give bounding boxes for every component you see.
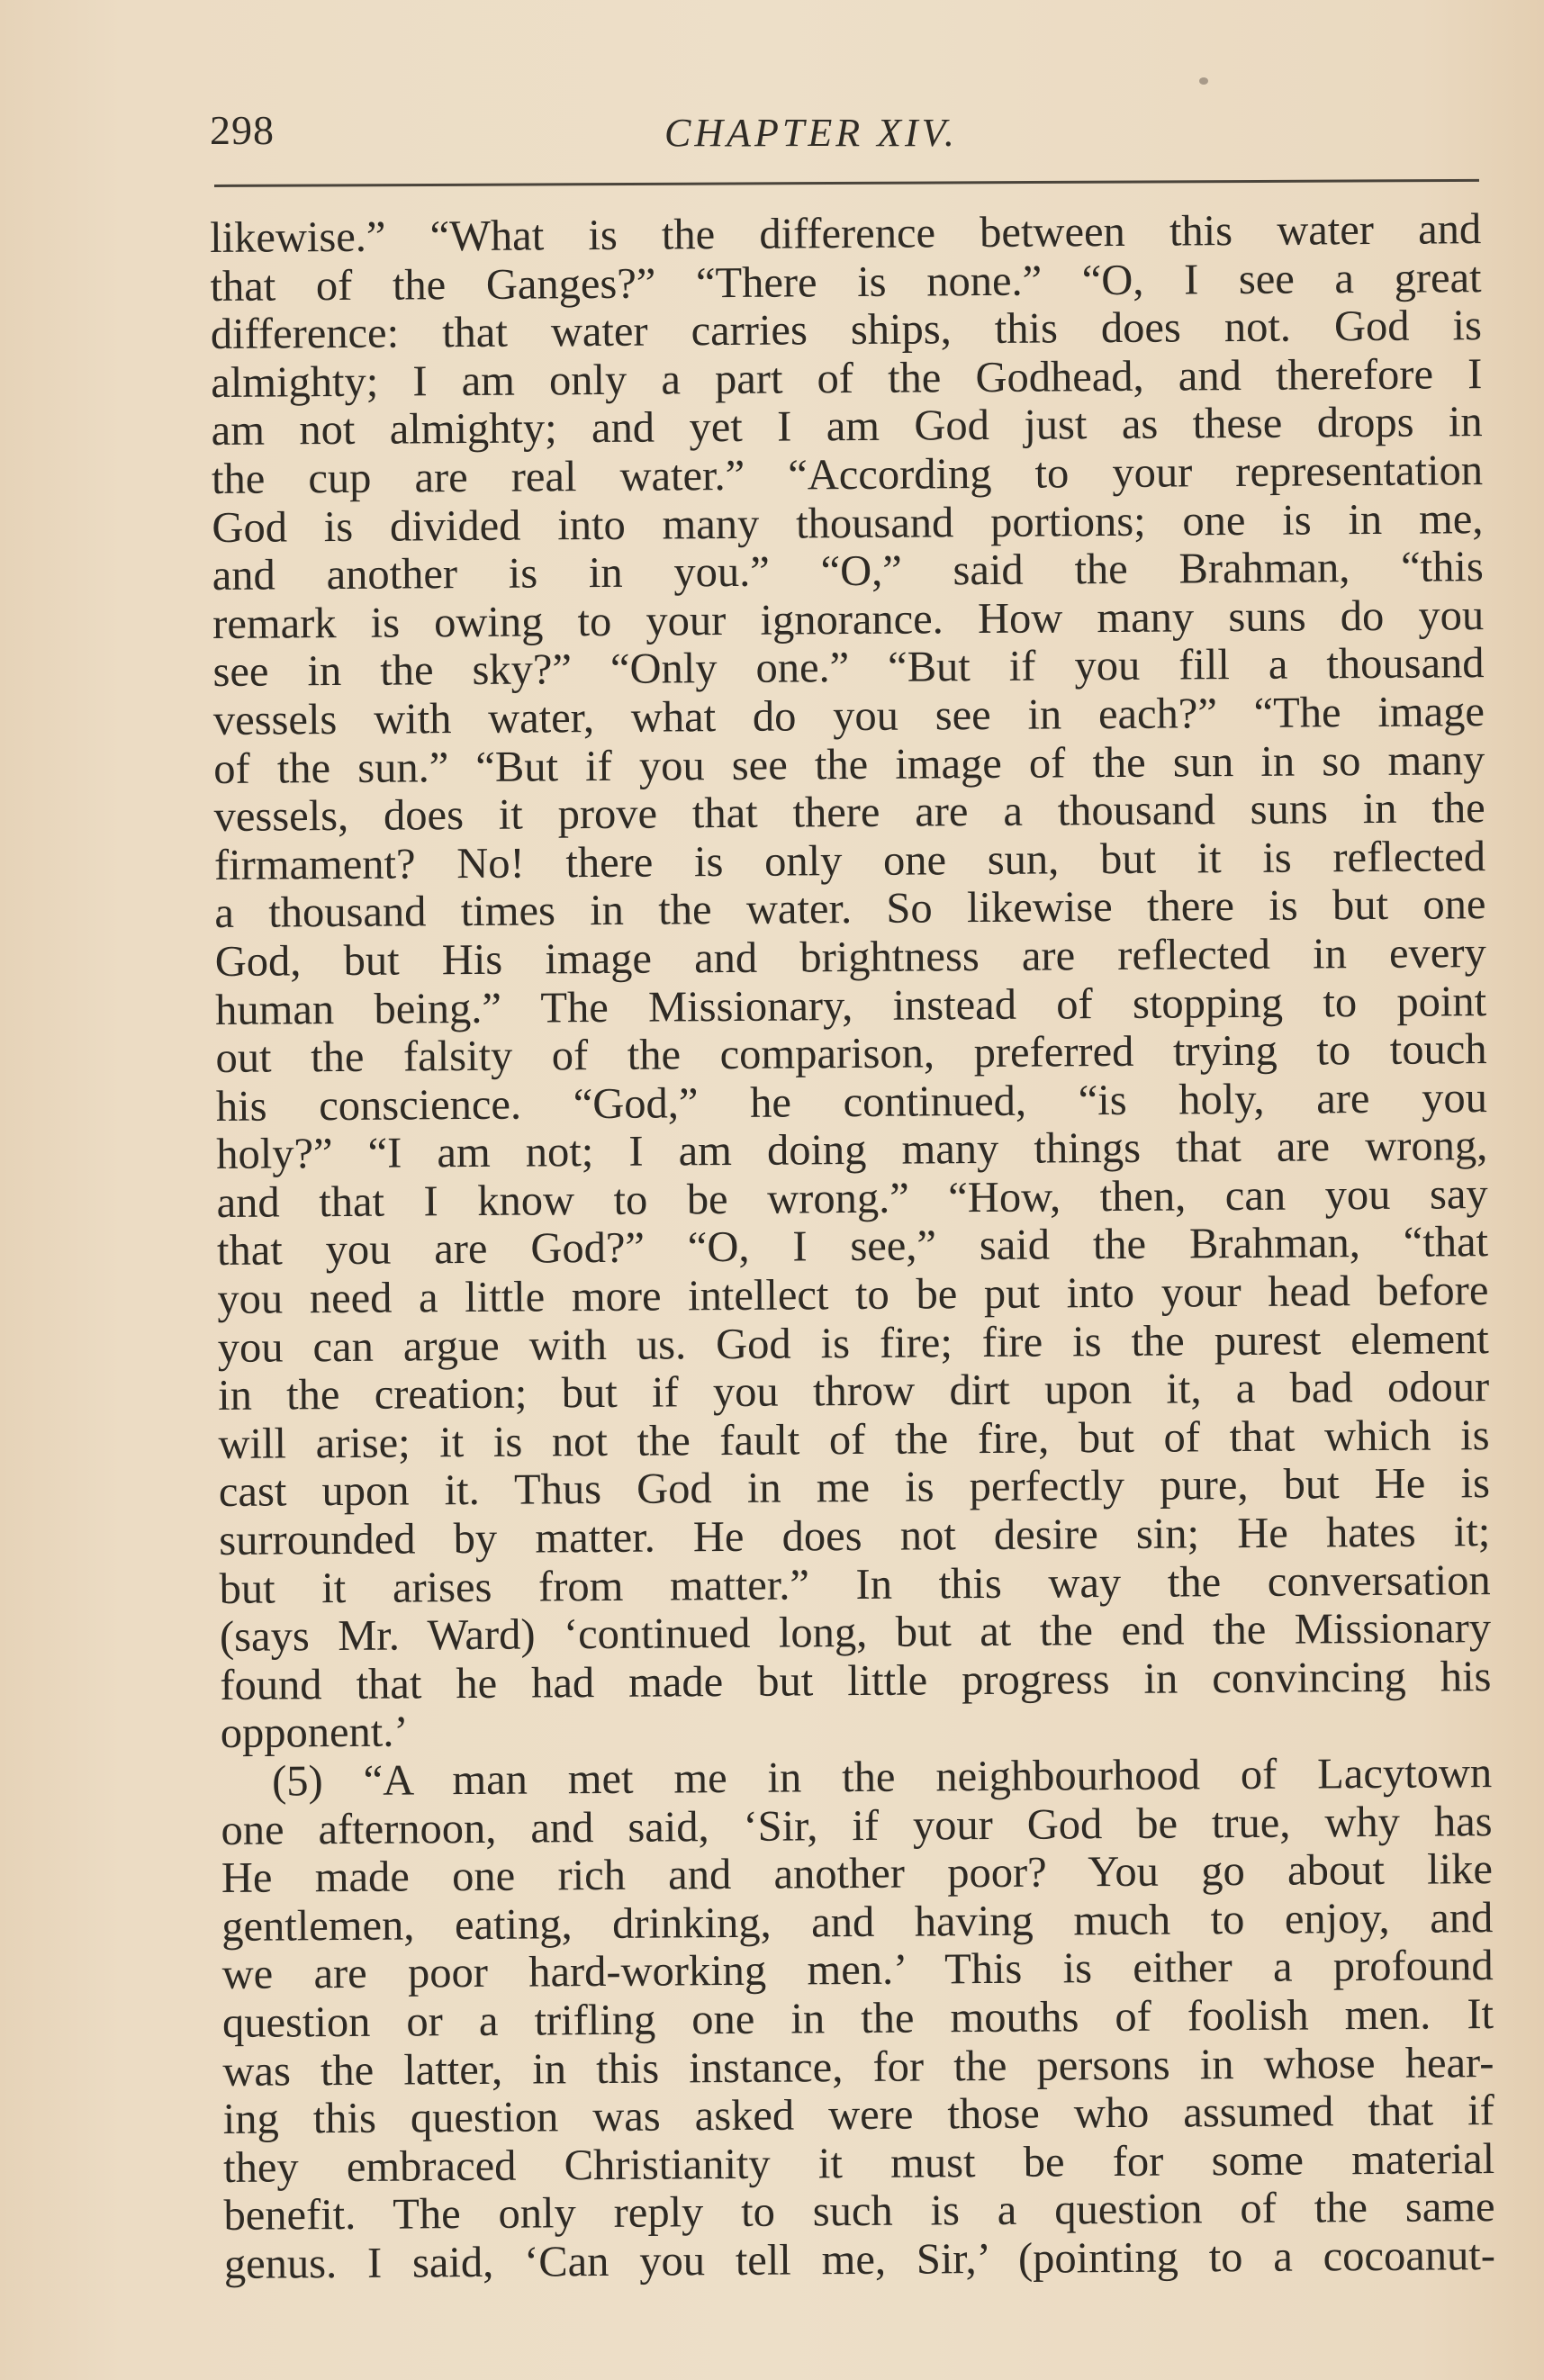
page-header [210,106,1479,169]
text-line: and that I know to be wrong.” “How, then, can you say [216,1169,1488,1227]
text-line: that of the Ganges?” “There is none.” “O, I see a great [210,253,1482,311]
text-line: found that he had made but little progress in convincing his [220,1652,1492,1709]
body-text [210,205,1495,2288]
text-line: they embraced Christianity it must be for some material [222,2134,1495,2192]
text-line: human being.” The Missionary, instead of stopping to point [214,977,1487,1034]
text-line: likewise.” “What is the difference between this water and [210,205,1482,262]
text-line: firmament? No! there is only one sun, but it is reflected [213,832,1486,889]
text-line: vessels, does it prove that there are a thousand suns in the [213,784,1485,842]
text-line: a thousand times in the water. So likewise there is but one [214,880,1486,938]
text-line: see in the sky?” “Only one.” “But if you fill a thousand [212,639,1485,697]
text-line: and another is in you.” “O,” said the Brahman, “this [212,543,1484,600]
text-line: we are poor hard-working men.’ This is either a profound [221,1942,1494,1999]
text-line: benefit. The only reply to such is a question of the same [223,2183,1495,2240]
text-line: his conscience. “God,” he continued, “is holy, are you [215,1073,1488,1131]
text-line: almighty; I am only a part of the Godhead, and therefore I [211,349,1483,407]
paper-speck [1199,77,1208,85]
text-line: difference: that water carries ships, this does not. God is [210,302,1483,359]
text-line: out the falsity of the comparison, preferred trying to touch [215,1025,1487,1083]
text-line: but it arises from matter.” In this way the conversation [219,1555,1491,1613]
running-head: CHAPTER XIV. [664,111,958,155]
text-line: am not almighty; and yet I am God just as these drops in [211,398,1483,455]
text-line: that you are God?” “O, I see,” said the Brahman, “that [216,1218,1489,1276]
text-line: gentlemen, eating, drinking, and having much to enjoy, and [221,1893,1494,1951]
text-line: was the latter, in this instance, for the persons in whose hear- [222,2038,1494,2096]
text-line: surrounded by matter. He does not desire sin; He hates it; [219,1508,1491,1564]
text-line: vessels with water, what do you see in each?” “The image [212,688,1485,744]
text-line: one afternoon, and said, ‘Sir, if your God be true, why has [221,1797,1493,1854]
text-line: God, but His image and brightness are reflected in every [214,929,1486,986]
text-line: He made one rich and another poor? You go about like [221,1845,1494,1903]
text-line: (5) “A man met me in the neighbourhood of Lacytown [271,1749,1493,1806]
page-number: 298 [210,107,275,153]
text-line: of the sun.” “But if you see the image of the sun in so many [213,735,1485,793]
text-line: you can argue with us. God is fire; fire is the purest element [217,1314,1489,1372]
text-line: question or a trifling one in the mouths of foolish men. It [221,1990,1494,2047]
text-line: will arise; it is not the fault of the fire, but of that which is [218,1411,1490,1468]
text-line: God is divided into many thousand portions; one is in me, [212,494,1484,552]
text-line: you need a little more intellect to be put into your head before [217,1267,1489,1324]
text-line: remark is owing to your ignorance. How many suns do you [212,590,1485,648]
header-rule [214,179,1479,187]
text-line: genus. I said, ‘Can you tell me, Sir,’ (pointing to a cocoanut- [223,2231,1496,2288]
text-line: ing this question was asked were those who assumed that if [222,2087,1494,2144]
text-line: in the creation; but if you throw dirt upon it, a bad odour [217,1363,1490,1420]
text-line: cast upon it. Thus God in me is perfectly pure, but He is [218,1459,1491,1517]
text-line: (says Mr. Ward) ‘continued long, but at the end the Missionary [219,1604,1492,1662]
text-line: holy?” “I am not; I am doing many things that are wrong, [216,1122,1488,1179]
text-line: the cup are real water.” “According to your representation [211,446,1484,503]
text-line: opponent.’ [220,1708,409,1758]
